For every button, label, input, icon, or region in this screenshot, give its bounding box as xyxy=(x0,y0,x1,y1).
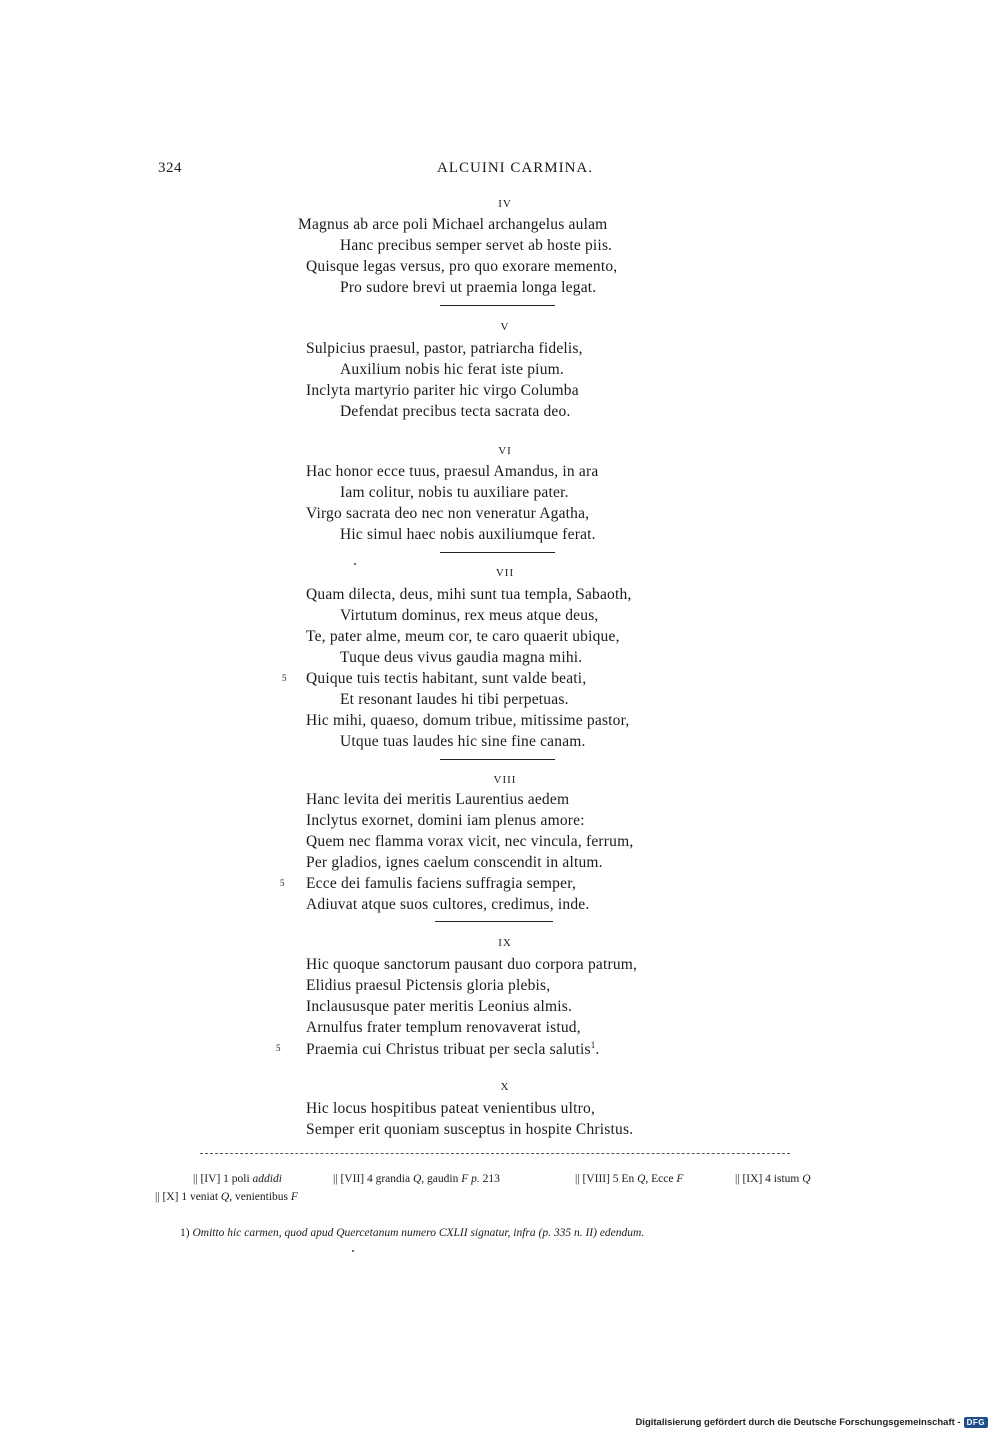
poem-viii-line-6: Adiuvat atque suos cultores, credimus, inde. xyxy=(306,896,590,913)
poem-ix-line-5-text: Praemia cui Christus tribuat per secla salutis xyxy=(306,1041,591,1059)
poem-vi-line-4: Hic simul haec nobis auxiliumque ferat. xyxy=(340,526,596,543)
credit-text: Digitalisierung gefördert durch die Deutsche Forschungsgemeinschaft - xyxy=(635,1417,961,1428)
apparatus-italic: F p. xyxy=(461,1173,480,1185)
footnote-reference: 1 xyxy=(590,1040,596,1050)
poem-number-v: V xyxy=(500,321,510,333)
line-number-marker: 5 xyxy=(276,1043,281,1053)
poem-x-line-2: Semper erit quoniam susceptus in hospite Christus. xyxy=(306,1121,634,1138)
divider-rule xyxy=(435,921,553,922)
poem-ix-line-2: Elidius praesul Pictensis gloria plebis, xyxy=(306,977,551,994)
poem-viii-line-1: Hanc levita dei meritis Laurentius aedem xyxy=(306,791,570,808)
poem-ix-line-4: Arnulfus frater templum renovaverat istud, xyxy=(306,1019,581,1036)
poem-vi-line-2: Iam colitur, nobis tu auxiliare pater. xyxy=(340,484,569,501)
poem-vii-line-7: Hic mihi, quaeso, domum tribue, mitissime pastor, xyxy=(306,712,630,729)
apparatus-italic: F xyxy=(676,1173,684,1185)
poem-vii-line-3: Te, pater alme, meum cor, te caro quaerit ubique, xyxy=(306,628,620,645)
stray-mark xyxy=(352,1250,354,1252)
poem-vii-line-2: Virtutum dominus, rex meus atque deus, xyxy=(340,607,599,624)
apparatus-entry-4 xyxy=(735,1173,811,1185)
poem-iv-line-1: Magnus ab arce poli Michael archangelus aulam xyxy=(298,216,608,233)
poem-number-ix: IX xyxy=(498,937,512,949)
footnote-marker: 1) xyxy=(180,1227,190,1239)
apparatus-text: || [IX] 4 istum xyxy=(735,1173,803,1185)
poem-ix-line-3: Inclaususque pater meritis Leonius almis. xyxy=(306,998,573,1015)
apparatus-entry-1 xyxy=(193,1173,282,1185)
apparatus-italic: Q xyxy=(220,1191,230,1203)
poem-vii-line-8: Utque tuas laudes hic sine fine canam. xyxy=(340,733,586,750)
poem-number-iv: IV xyxy=(498,198,512,210)
poem-ix-line-5: Praemia cui Christus tribuat per secla salutis$^1$. xyxy=(306,1040,600,1059)
poem-x-line-1: Hic locus hospitibus pateat venientibus ultro, xyxy=(306,1100,596,1117)
apparatus-italic: Q xyxy=(412,1173,422,1185)
apparatus-text: || [VII] 4 grandia xyxy=(333,1173,413,1185)
apparatus-italic: addidi xyxy=(252,1173,282,1185)
apparatus-text: , gaudin xyxy=(421,1173,462,1185)
poem-number-x: X xyxy=(500,1081,510,1093)
apparatus-separator xyxy=(200,1153,790,1156)
digitization-credit xyxy=(635,1417,988,1428)
poem-viii-line-5: Ecce dei famulis faciens suffragia semper, xyxy=(306,875,577,892)
poem-vi-line-1: Hac honor ecce tuus, praesul Amandus, in ara xyxy=(306,463,599,480)
footnote-text: Omitto hic carmen, quod apud Quercetanum numero CXLII signatur, infra (p. 335 n. II) edendum. xyxy=(192,1227,645,1239)
dfg-logo-icon: DFG xyxy=(964,1417,988,1428)
poem-v-line-1: Sulpicius praesul, pastor, patriarcha fidelis, xyxy=(306,340,583,357)
apparatus-text: || [IV] 1 poli xyxy=(193,1173,253,1185)
poem-ix-line-1: Hic quoque sanctorum pausant duo corpora patrum, xyxy=(306,956,638,973)
apparatus-italic: Q xyxy=(637,1173,646,1185)
poem-viii-line-4: Per gladios, ignes caelum conscendit in altum. xyxy=(306,854,603,871)
divider-rule xyxy=(440,305,555,306)
poem-vii-line-4: Tuque deus vivus gaudia magna mihi. xyxy=(340,649,583,666)
line-number-marker: 5 xyxy=(280,878,285,888)
poem-number-vii: VII xyxy=(495,567,515,579)
poem-vii-line-6: Et resonant laudes hi tibi perpetuas. xyxy=(340,691,569,708)
running-title: ALCUINI CARMINA. xyxy=(437,160,593,176)
footnote xyxy=(180,1227,644,1239)
apparatus-italic: F xyxy=(290,1191,298,1203)
apparatus-entry-2 xyxy=(333,1173,500,1185)
poem-v-line-2: Auxilium nobis hic ferat iste pium. xyxy=(340,361,564,378)
divider-rule xyxy=(440,759,555,760)
poem-vi-line-3: Virgo sacrata deo nec non veneratur Agatha, xyxy=(306,505,590,522)
poem-vii-line-1: Quam dilecta, deus, mihi sunt tua templa, Sabaoth, xyxy=(306,586,632,603)
divider-rule xyxy=(440,552,555,553)
apparatus-text: || [X] 1 veniat xyxy=(155,1191,221,1203)
apparatus-text: || [VIII] 5 En xyxy=(575,1173,638,1185)
line-number-marker: 5 xyxy=(282,673,287,683)
poem-viii-line-2: Inclytus exornet, domini iam plenus amore: xyxy=(306,812,585,829)
apparatus-text: , venientibus xyxy=(229,1191,291,1203)
poem-iv-line-3: Quisque legas versus, pro quo exorare memento, xyxy=(306,258,618,275)
poem-number-vi: VI xyxy=(498,445,512,457)
apparatus-entry-3 xyxy=(575,1173,683,1185)
poem-iv-line-2: Hanc precibus semper servet ab hoste piis. xyxy=(340,237,613,254)
poem-vii-line-5: Quique tuis tectis habitant, sunt valde beati, xyxy=(306,670,587,687)
poem-v-line-3: Inclyta martyrio pariter hic virgo Columba xyxy=(306,382,579,399)
poem-iv-line-4: Pro sudore brevi ut praemia longa legat. xyxy=(340,279,597,296)
poem-viii-line-3: Quem nec flamma vorax vicit, nec vincula, ferrum, xyxy=(306,833,634,850)
apparatus-entry-5 xyxy=(155,1191,298,1203)
poem-v-line-4: Defendat precibus tecta sacrata deo. xyxy=(340,403,571,420)
poem-number-viii: VIII xyxy=(493,774,517,786)
apparatus-text: 213 xyxy=(479,1173,500,1185)
apparatus-italic: Q xyxy=(802,1173,811,1185)
page-number: 324 xyxy=(158,160,182,176)
stray-mark xyxy=(354,563,356,565)
apparatus-text: , Ecce xyxy=(645,1173,677,1185)
